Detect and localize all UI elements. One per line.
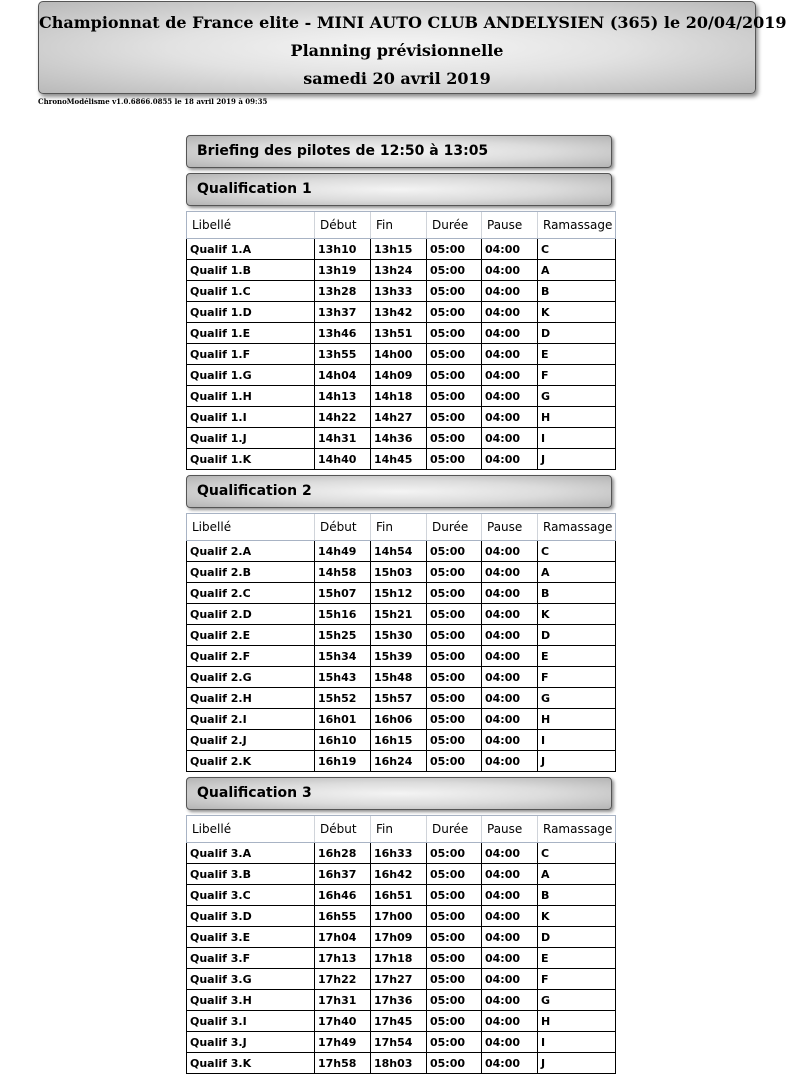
cell-pickup: B (538, 885, 616, 906)
cell-pause: 04:00 (482, 885, 538, 906)
cell-end: 16h06 (371, 709, 427, 730)
cell-duration: 05:00 (427, 1032, 482, 1053)
table-row (187, 281, 616, 302)
cell-duration: 05:00 (427, 948, 482, 969)
cell-label: Qualif 3.I (187, 1011, 315, 1032)
cell-start: 17h13 (315, 948, 371, 969)
table-row (187, 323, 616, 344)
cell-label: Qualif 1.A (187, 239, 315, 260)
cell-label: Qualif 3.B (187, 864, 315, 885)
cell-pickup: H (538, 1011, 616, 1032)
cell-start: 17h49 (315, 1032, 371, 1053)
cell-end: 15h48 (371, 667, 427, 688)
cell-pickup: J (538, 751, 616, 772)
planning-subtitle: Planning prévisionnelle (290, 41, 504, 60)
cell-start: 16h46 (315, 885, 371, 906)
cell-pause: 04:00 (482, 386, 538, 407)
cell-pause: 04:00 (482, 646, 538, 667)
table-row (187, 990, 616, 1011)
column-header-pause: Pause (482, 514, 538, 541)
cell-pickup: G (538, 990, 616, 1011)
cell-pickup: K (538, 604, 616, 625)
table-row (187, 625, 616, 646)
cell-end: 13h15 (371, 239, 427, 260)
cell-end: 17h54 (371, 1032, 427, 1053)
cell-pickup: F (538, 667, 616, 688)
cell-label: Qualif 3.F (187, 948, 315, 969)
event-date: samedi 20 avril 2019 (303, 69, 491, 88)
cell-end: 17h27 (371, 969, 427, 990)
cell-end: 17h09 (371, 927, 427, 948)
cell-pause: 04:00 (482, 407, 538, 428)
cell-pause: 04:00 (482, 239, 538, 260)
cell-pause: 04:00 (482, 583, 538, 604)
column-header-duration: Durée (427, 514, 482, 541)
cell-label: Qualif 1.E (187, 323, 315, 344)
cell-duration: 05:00 (427, 709, 482, 730)
cell-label: Qualif 2.I (187, 709, 315, 730)
cell-pause: 04:00 (482, 604, 538, 625)
cell-duration: 05:00 (427, 864, 482, 885)
column-header-duration: Durée (427, 816, 482, 843)
cell-pause: 04:00 (482, 625, 538, 646)
cell-label: Qualif 2.C (187, 583, 315, 604)
cell-end: 14h18 (371, 386, 427, 407)
cell-pause: 04:00 (482, 562, 538, 583)
cell-pause: 04:00 (482, 990, 538, 1011)
table-row (187, 562, 616, 583)
table-row (187, 948, 616, 969)
cell-duration: 05:00 (427, 1011, 482, 1032)
table-row (187, 541, 616, 562)
cell-pause: 04:00 (482, 344, 538, 365)
column-header-label: Libellé (187, 514, 315, 541)
table-row (187, 239, 616, 260)
cell-pickup: B (538, 281, 616, 302)
cell-pickup: J (538, 449, 616, 470)
cell-pickup: C (538, 541, 616, 562)
table-row (187, 906, 616, 927)
cell-pickup: F (538, 365, 616, 386)
cell-pause: 04:00 (482, 365, 538, 386)
cell-end: 17h45 (371, 1011, 427, 1032)
cell-start: 16h55 (315, 906, 371, 927)
cell-pickup: K (538, 906, 616, 927)
cell-label: Qualif 2.A (187, 541, 315, 562)
cell-duration: 05:00 (427, 302, 482, 323)
cell-end: 18h03 (371, 1053, 427, 1074)
cell-pause: 04:00 (482, 864, 538, 885)
cell-pickup: G (538, 688, 616, 709)
cell-label: Qualif 3.J (187, 1032, 315, 1053)
cell-pickup: D (538, 323, 616, 344)
table-row (187, 583, 616, 604)
cell-end: 15h30 (371, 625, 427, 646)
table-row (187, 1032, 616, 1053)
table-row (187, 386, 616, 407)
column-header-duration: Durée (427, 212, 482, 239)
cell-pause: 04:00 (482, 969, 538, 990)
cell-start: 17h22 (315, 969, 371, 990)
cell-pickup: F (538, 969, 616, 990)
cell-pickup: H (538, 709, 616, 730)
cell-start: 14h40 (315, 449, 371, 470)
cell-label: Qualif 1.F (187, 344, 315, 365)
cell-start: 15h43 (315, 667, 371, 688)
table-header-row (187, 514, 616, 541)
column-header-start: Début (315, 816, 371, 843)
table-row (187, 864, 616, 885)
cell-end: 14h36 (371, 428, 427, 449)
cell-duration: 05:00 (427, 625, 482, 646)
cell-pause: 04:00 (482, 751, 538, 772)
cell-start: 14h58 (315, 562, 371, 583)
cell-end: 14h09 (371, 365, 427, 386)
cell-label: Qualif 3.C (187, 885, 315, 906)
cell-start: 15h16 (315, 604, 371, 625)
cell-label: Qualif 1.B (187, 260, 315, 281)
cell-end: 15h03 (371, 562, 427, 583)
cell-duration: 05:00 (427, 1053, 482, 1074)
table-row (187, 688, 616, 709)
cell-start: 13h19 (315, 260, 371, 281)
table-row (187, 1053, 616, 1074)
cell-end: 17h00 (371, 906, 427, 927)
document-title-box (38, 1, 787, 94)
cell-label: Qualif 3.G (187, 969, 315, 990)
cell-duration: 05:00 (427, 386, 482, 407)
cell-pause: 04:00 (482, 1011, 538, 1032)
cell-duration: 05:00 (427, 323, 482, 344)
table-row (187, 969, 616, 990)
cell-duration: 05:00 (427, 239, 482, 260)
cell-start: 13h10 (315, 239, 371, 260)
column-header-pickup: Ramassage (538, 212, 616, 239)
cell-pause: 04:00 (482, 281, 538, 302)
cell-duration: 05:00 (427, 667, 482, 688)
table-row (187, 927, 616, 948)
table-row (187, 709, 616, 730)
cell-duration: 05:00 (427, 583, 482, 604)
cell-pause: 04:00 (482, 709, 538, 730)
cell-start: 17h31 (315, 990, 371, 1011)
cell-pickup: A (538, 260, 616, 281)
cell-duration: 05:00 (427, 843, 482, 864)
cell-label: Qualif 1.I (187, 407, 315, 428)
section-header-qualification-1: Qualification 1 (186, 173, 612, 206)
cell-pause: 04:00 (482, 323, 538, 344)
cell-label: Qualif 3.K (187, 1053, 315, 1074)
cell-pause: 04:00 (482, 688, 538, 709)
schedule-content (186, 135, 616, 1079)
cell-pause: 04:00 (482, 927, 538, 948)
column-header-label: Libellé (187, 816, 315, 843)
cell-start: 14h49 (315, 541, 371, 562)
cell-end: 15h21 (371, 604, 427, 625)
briefing-header: Briefing des pilotes de 12:50 à 13:05 (186, 135, 612, 168)
cell-pickup: E (538, 646, 616, 667)
cell-duration: 05:00 (427, 562, 482, 583)
cell-start: 13h28 (315, 281, 371, 302)
cell-label: Qualif 2.F (187, 646, 315, 667)
cell-start: 13h46 (315, 323, 371, 344)
cell-end: 16h33 (371, 843, 427, 864)
cell-start: 15h34 (315, 646, 371, 667)
cell-start: 13h37 (315, 302, 371, 323)
cell-start: 14h22 (315, 407, 371, 428)
cell-start: 15h25 (315, 625, 371, 646)
cell-pickup: D (538, 927, 616, 948)
cell-duration: 05:00 (427, 990, 482, 1011)
cell-pause: 04:00 (482, 948, 538, 969)
cell-pickup: I (538, 730, 616, 751)
column-header-label: Libellé (187, 212, 315, 239)
cell-duration: 05:00 (427, 730, 482, 751)
cell-pickup: H (538, 407, 616, 428)
table-row (187, 667, 616, 688)
cell-label: Qualif 1.J (187, 428, 315, 449)
cell-duration: 05:00 (427, 751, 482, 772)
cell-label: Qualif 3.E (187, 927, 315, 948)
cell-pickup: K (538, 302, 616, 323)
table-header-row (187, 816, 616, 843)
cell-label: Qualif 1.G (187, 365, 315, 386)
cell-label: Qualif 2.G (187, 667, 315, 688)
cell-label: Qualif 2.D (187, 604, 315, 625)
cell-start: 16h28 (315, 843, 371, 864)
section-header-qualification-3: Qualification 3 (186, 777, 612, 810)
cell-duration: 05:00 (427, 365, 482, 386)
cell-duration: 05:00 (427, 541, 482, 562)
cell-end: 13h24 (371, 260, 427, 281)
column-header-pause: Pause (482, 212, 538, 239)
cell-label: Qualif 2.B (187, 562, 315, 583)
cell-pickup: E (538, 948, 616, 969)
cell-pause: 04:00 (482, 541, 538, 562)
cell-duration: 05:00 (427, 969, 482, 990)
cell-pause: 04:00 (482, 1053, 538, 1074)
column-header-end: Fin (371, 816, 427, 843)
cell-start: 14h04 (315, 365, 371, 386)
table-row (187, 344, 616, 365)
cell-pause: 04:00 (482, 1032, 538, 1053)
cell-pickup: E (538, 344, 616, 365)
cell-end: 16h24 (371, 751, 427, 772)
cell-end: 14h27 (371, 407, 427, 428)
table-header-row (187, 212, 616, 239)
cell-pickup: A (538, 562, 616, 583)
cell-label: Qualif 1.C (187, 281, 315, 302)
table-row (187, 407, 616, 428)
cell-pickup: A (538, 864, 616, 885)
cell-pause: 04:00 (482, 667, 538, 688)
cell-end: 14h54 (371, 541, 427, 562)
cell-label: Qualif 2.H (187, 688, 315, 709)
cell-duration: 05:00 (427, 260, 482, 281)
schedule-table-qualification-2 (186, 513, 616, 772)
cell-start: 16h10 (315, 730, 371, 751)
cell-label: Qualif 3.H (187, 990, 315, 1011)
column-header-pickup: Ramassage (538, 816, 616, 843)
cell-duration: 05:00 (427, 407, 482, 428)
cell-pause: 04:00 (482, 730, 538, 751)
cell-pause: 04:00 (482, 906, 538, 927)
cell-start: 16h01 (315, 709, 371, 730)
cell-label: Qualif 1.H (187, 386, 315, 407)
cell-start: 17h58 (315, 1053, 371, 1074)
cell-start: 16h37 (315, 864, 371, 885)
schedule-table-qualification-1 (186, 211, 616, 470)
column-header-end: Fin (371, 212, 427, 239)
cell-pickup: D (538, 625, 616, 646)
cell-end: 13h42 (371, 302, 427, 323)
table-row (187, 604, 616, 625)
software-version: ChronoModélisme v1.0.6866.0855 le 18 avril 2019 à 09:35 (38, 97, 268, 106)
table-row (187, 730, 616, 751)
cell-duration: 05:00 (427, 281, 482, 302)
table-row (187, 302, 616, 323)
table-row (187, 449, 616, 470)
cell-pause: 04:00 (482, 428, 538, 449)
table-row (187, 365, 616, 386)
cell-start: 17h04 (315, 927, 371, 948)
cell-start: 15h07 (315, 583, 371, 604)
cell-pickup: B (538, 583, 616, 604)
cell-start: 14h13 (315, 386, 371, 407)
cell-pause: 04:00 (482, 302, 538, 323)
cell-pickup: C (538, 239, 616, 260)
cell-end: 15h57 (371, 688, 427, 709)
cell-start: 14h31 (315, 428, 371, 449)
cell-label: Qualif 1.D (187, 302, 315, 323)
table-row (187, 646, 616, 667)
cell-end: 17h36 (371, 990, 427, 1011)
cell-end: 16h15 (371, 730, 427, 751)
cell-duration: 05:00 (427, 344, 482, 365)
cell-pause: 04:00 (482, 260, 538, 281)
table-row (187, 885, 616, 906)
cell-end: 14h45 (371, 449, 427, 470)
cell-duration: 05:00 (427, 906, 482, 927)
cell-pause: 04:00 (482, 449, 538, 470)
cell-duration: 05:00 (427, 646, 482, 667)
cell-pickup: G (538, 386, 616, 407)
cell-label: Qualif 3.A (187, 843, 315, 864)
table-row (187, 1011, 616, 1032)
cell-end: 14h00 (371, 344, 427, 365)
cell-pickup: J (538, 1053, 616, 1074)
table-row (187, 260, 616, 281)
cell-duration: 05:00 (427, 428, 482, 449)
cell-end: 17h18 (371, 948, 427, 969)
cell-label: Qualif 1.K (187, 449, 315, 470)
cell-duration: 05:00 (427, 604, 482, 625)
cell-duration: 05:00 (427, 688, 482, 709)
event-title: Championnat de France elite - MINI AUTO CLUB ANDELYSIEN (365) le 20/04/2019 (39, 13, 787, 32)
cell-duration: 05:00 (427, 885, 482, 906)
cell-duration: 05:00 (427, 449, 482, 470)
cell-end: 13h33 (371, 281, 427, 302)
table-row (187, 428, 616, 449)
cell-start: 17h40 (315, 1011, 371, 1032)
cell-label: Qualif 2.K (187, 751, 315, 772)
section-header-qualification-2: Qualification 2 (186, 475, 612, 508)
column-header-pickup: Ramassage (538, 514, 616, 541)
cell-end: 16h42 (371, 864, 427, 885)
cell-start: 16h19 (315, 751, 371, 772)
column-header-start: Début (315, 212, 371, 239)
cell-pause: 04:00 (482, 843, 538, 864)
schedule-table-qualification-3 (186, 815, 616, 1074)
cell-pickup: I (538, 428, 616, 449)
cell-label: Qualif 2.E (187, 625, 315, 646)
cell-label: Qualif 2.J (187, 730, 315, 751)
cell-label: Qualif 3.D (187, 906, 315, 927)
cell-pickup: C (538, 843, 616, 864)
cell-end: 13h51 (371, 323, 427, 344)
cell-start: 13h55 (315, 344, 371, 365)
cell-duration: 05:00 (427, 927, 482, 948)
cell-pickup: I (538, 1032, 616, 1053)
column-header-pause: Pause (482, 816, 538, 843)
column-header-end: Fin (371, 514, 427, 541)
cell-start: 15h52 (315, 688, 371, 709)
column-header-start: Début (315, 514, 371, 541)
table-row (187, 751, 616, 772)
cell-end: 16h51 (371, 885, 427, 906)
cell-end: 15h12 (371, 583, 427, 604)
cell-end: 15h39 (371, 646, 427, 667)
table-row (187, 843, 616, 864)
